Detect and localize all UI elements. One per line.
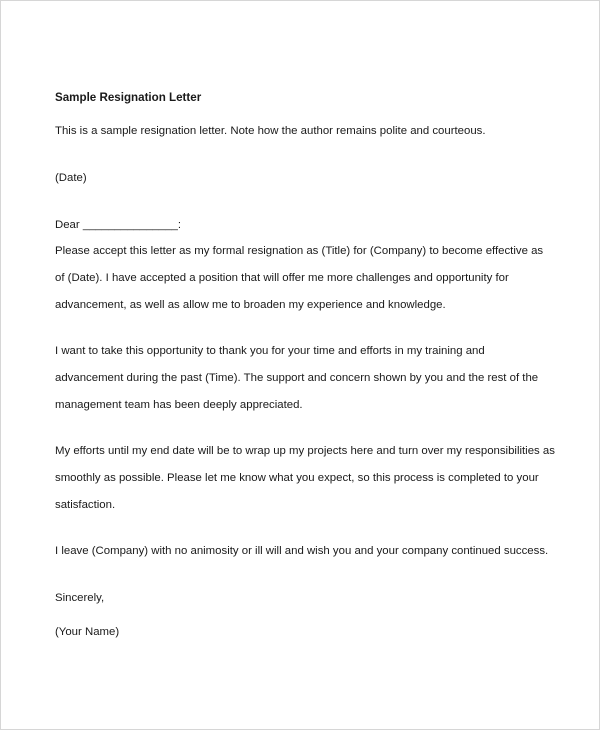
paragraph-2-line-3: management team has been deeply appreciated. bbox=[55, 399, 303, 411]
paragraph-2-line-1: I want to take this opportunity to thank you for your time and efforts in my training and bbox=[55, 345, 485, 357]
paragraph-2-line-2: advancement during the past (Time). The support and concern shown by you and the rest of the bbox=[55, 372, 539, 384]
paragraph-3-line-3: satisfaction. bbox=[55, 499, 116, 511]
paragraph-1-line-1: Please accept this letter as my formal resignation as (Title) for (Company) to become effective as bbox=[55, 245, 544, 257]
closing: Sincerely, bbox=[55, 592, 105, 604]
paragraph-4-line-1: I leave (Company) with no animosity or ill will and wish you and your company continued success. bbox=[55, 545, 549, 557]
paragraph-3-line-2: smoothly as possible. Please let me know what you expect, so this process is completed to your bbox=[55, 472, 539, 484]
document-title: Sample Resignation Letter bbox=[55, 91, 202, 104]
intro-text: This is a sample resignation letter. Note how the author remains polite and courteous. bbox=[55, 125, 486, 137]
signature: (Your Name) bbox=[55, 626, 120, 638]
salutation: Dear _______________: bbox=[55, 219, 182, 231]
paragraph-1-line-3: advancement, as well as allow me to broaden my experience and knowledge. bbox=[55, 299, 446, 311]
paragraph-1-line-2: of (Date). I have accepted a position that will offer me more challenges and opportunity for bbox=[55, 272, 509, 284]
date-line: (Date) bbox=[55, 172, 87, 184]
paragraph-3-line-1: My efforts until my end date will be to wrap up my projects here and turn over my responsibilities as bbox=[55, 445, 555, 457]
